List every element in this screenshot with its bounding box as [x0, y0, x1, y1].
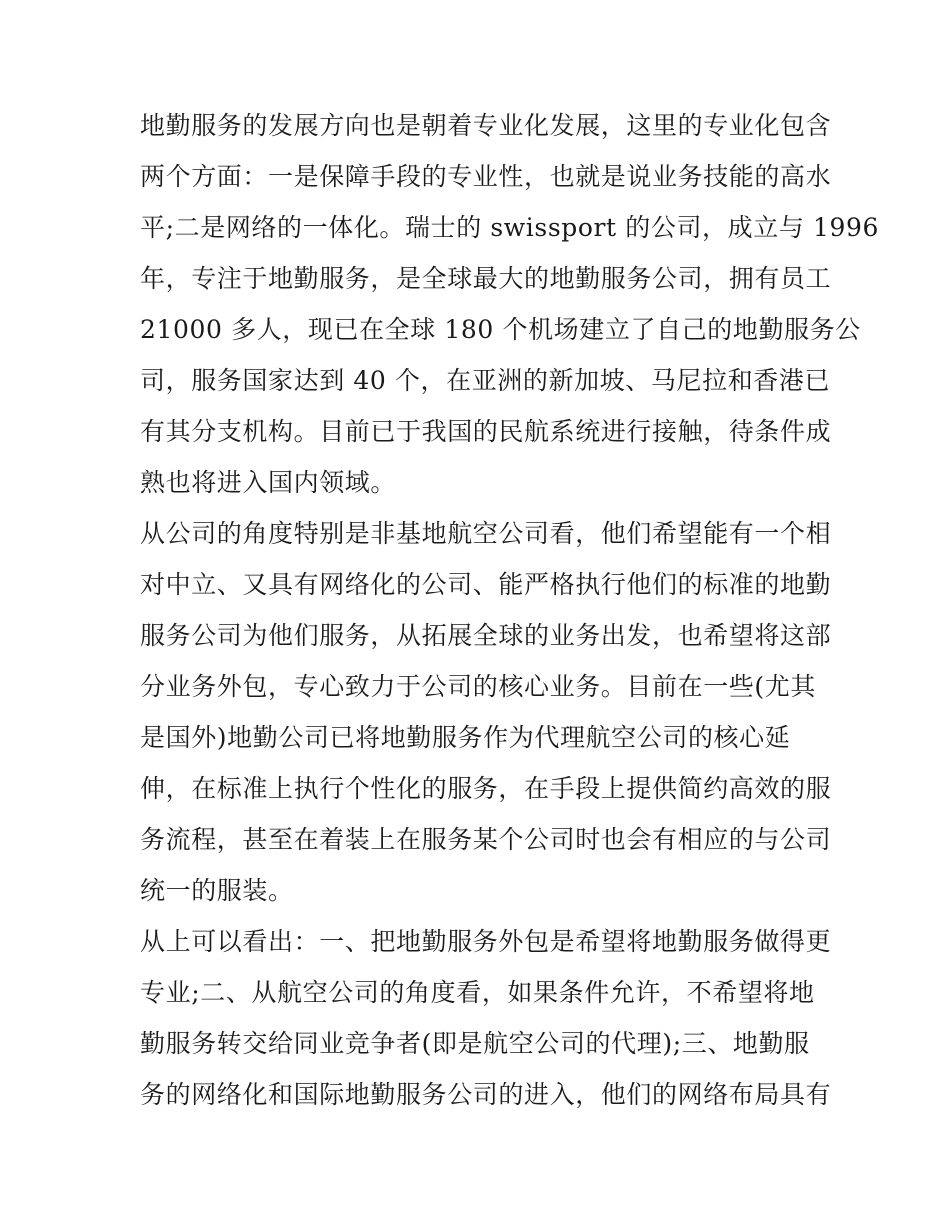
- text-line: 有其分支机构。目前已于我国的民航系统进行接触，待条件成: [140, 417, 832, 446]
- text-line: 熟也将进入国内领域。: [140, 468, 397, 497]
- text-line: 是国外)地勤公司已将地勤服务作为代理航空公司的核心延: [140, 723, 791, 752]
- text-line: 从上可以看出：一、把地勤服务外包是希望将地勤服务做得更: [140, 927, 832, 956]
- text-line: 平;二是网络的一体化。瑞士的 swissport 的公司，成立与 1996: [140, 213, 880, 242]
- text-line: 服务公司为他们服务，从拓展全球的业务出发，也希望将这部: [140, 621, 832, 650]
- text-line: 年，专注于地勤服务，是全球最大的地勤服务公司，拥有员工: [140, 264, 832, 293]
- paragraph-3: [140, 916, 832, 1120]
- paragraph-2: [140, 508, 832, 916]
- text-line: 地勤服务的发展方向也是朝着专业化发展，这里的专业化包含: [140, 111, 832, 140]
- text-line: 分业务外包，专心致力于公司的核心业务。目前在一些(尤其: [140, 672, 816, 701]
- document-body: [140, 100, 880, 1120]
- text-line: 勤服务转交给同业竞争者(即是航空公司的代理);三、地勤服: [140, 1029, 810, 1058]
- text-line: 两个方面：一是保障手段的专业性，也就是说业务技能的高水: [140, 162, 832, 191]
- text-line: 对中立、又具有网络化的公司、能严格执行他们的标准的地勤: [140, 570, 832, 599]
- text-line: 21000 多人，现已在全球 180 个机场建立了自己的地勤服务公: [140, 315, 861, 344]
- text-line: 务的网络化和国际地勤服务公司的进入，他们的网络布局具有: [140, 1080, 832, 1109]
- paragraph-1: [140, 100, 880, 508]
- text-line: 伸，在标准上执行个性化的服务，在手段上提供简约高效的服: [140, 774, 832, 803]
- text-line: 从公司的角度特别是非基地航空公司看，他们希望能有一个相: [140, 519, 832, 548]
- text-line: 统一的服装。: [140, 876, 294, 905]
- text-line: 专业;二、从航空公司的角度看，如果条件允许，不希望将地: [140, 978, 815, 1007]
- text-line: 务流程，甚至在着装上在服务某个公司时也会有相应的与公司: [140, 825, 832, 854]
- text-line: 司，服务国家达到 40 个，在亚洲的新加坡、马尼拉和香港已: [140, 366, 831, 395]
